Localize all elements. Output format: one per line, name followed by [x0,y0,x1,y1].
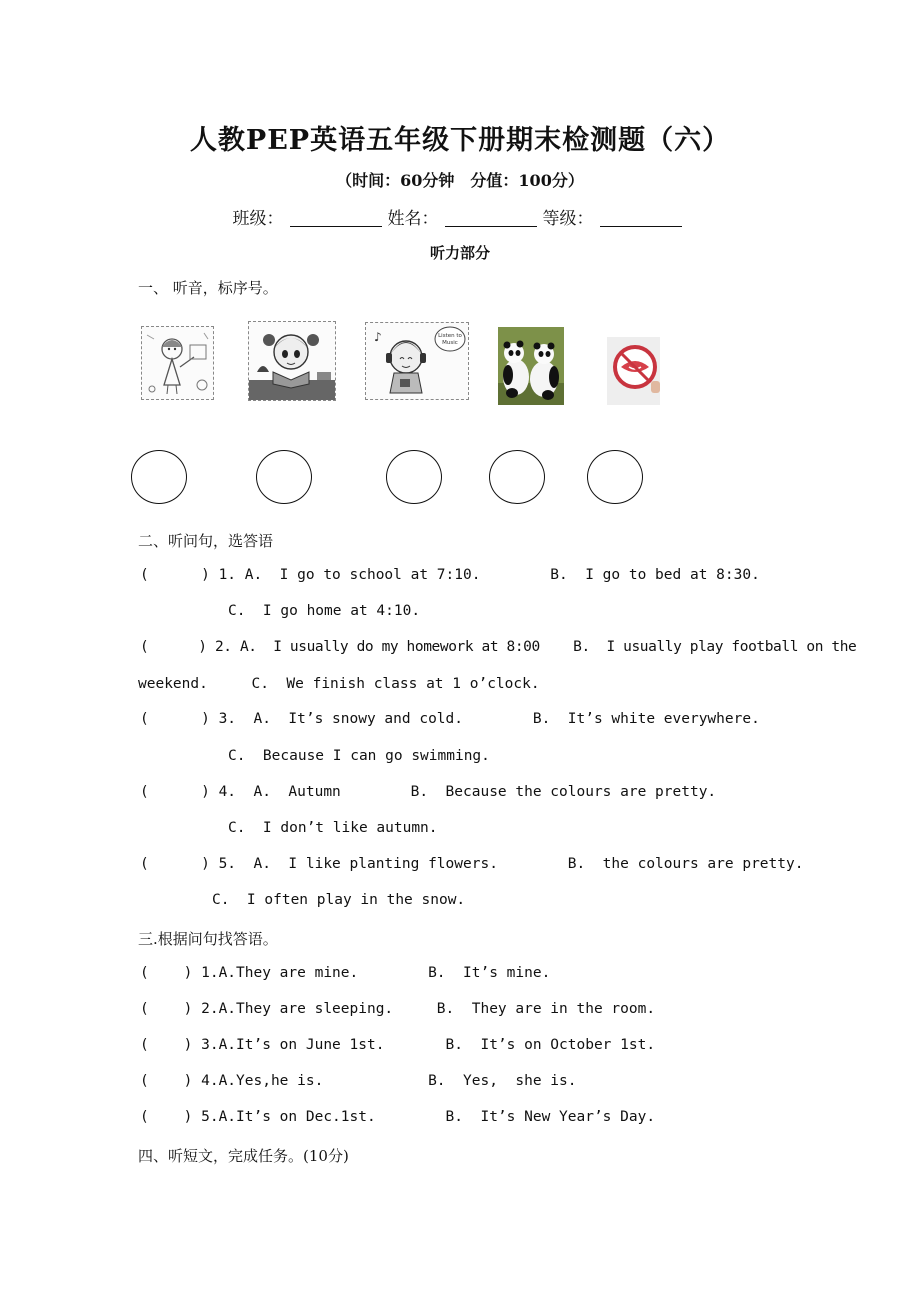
section4-heading: 四、听短文，完成任务。(10分) [138,1147,349,1165]
name-blank[interactable] [445,210,537,227]
class-blank[interactable] [290,210,382,227]
s2-question-1-option-c: C. I go home at 4:10. [228,603,421,619]
grade-label: 等级： [542,209,594,229]
answer-circle-3[interactable] [386,450,442,504]
grade-blank[interactable] [600,210,682,227]
class-label: 班级： [232,209,284,229]
name-label: 姓名： [387,209,439,229]
s3-question-1: ( ) 1.A.They are mine. B. It’s mine. [140,965,551,981]
s2-question-4-option-c: C. I don’t like autumn. [228,820,438,836]
s2-question-3-option-c: C. Because I can go swimming. [228,748,490,764]
page-title: 人教PEP英语五年级下册期末检测题（六） [189,125,731,156]
s2-question-5-option-c: C. I often play in the snow. [212,892,466,908]
svg-text:♪: ♪ [374,330,382,344]
listening-part-label: 听力部分 [429,244,490,262]
s2-question-5: ( ) 5. A. I like planting flowers. B. the colours are pretty. [140,856,804,872]
s3-question-3: ( ) 3.A.It’s on June 1st. B. It’s on October 1st. [140,1037,656,1053]
listen-to-music-caption: Listen to [438,333,462,339]
svg-text:Music: Music [442,340,458,346]
s2-question-2-cont: weekend. C. We finish class at 1 o’clock. [138,676,540,692]
s3-question-2: ( ) 2.A.They are sleeping. B. They are in the room. [140,1001,656,1017]
exam-subtitle: （时间：60分钟 分值：100分） [336,171,584,190]
s2-question-4: ( ) 4. A. Autumn B. Because the colours are pretty. [140,784,717,800]
answer-circle-5[interactable] [587,450,643,504]
no-eating-sign-icon [607,337,660,405]
girl-drawing-icon [141,326,214,400]
s3-question-4: ( ) 4.A.Yes,he is. B. Yes, she is. [140,1073,577,1089]
pandas-icon [498,327,564,405]
answer-circle-1[interactable] [131,450,187,504]
answer-circle-2[interactable] [256,450,312,504]
student-info-line [0,204,920,229]
s2-question-3: ( ) 3. A. It’s snowy and cold. B. It’s white everywhere. [140,711,760,727]
section3-heading: 三.根据问句找答语。 [138,930,278,948]
section1-heading: 一、 听音，标序号。 [138,279,278,297]
section2-heading: 二、听问句，选答语 [138,532,274,550]
girl-reading-book-icon [248,321,336,401]
girl-listening-music-icon [365,322,469,400]
answer-circle-4[interactable] [489,450,545,504]
s3-question-5: ( ) 5.A.It’s on Dec.1st. B. It’s New Year’s Day. [140,1109,656,1125]
s2-question-1: ( ) 1. A. I go to school at 7:10. B. I go to bed at 8:30. [140,567,760,583]
s2-question-2: ( ) 2. A. I usually do my homework at 8:00 B. I usually play football on the [140,639,857,655]
